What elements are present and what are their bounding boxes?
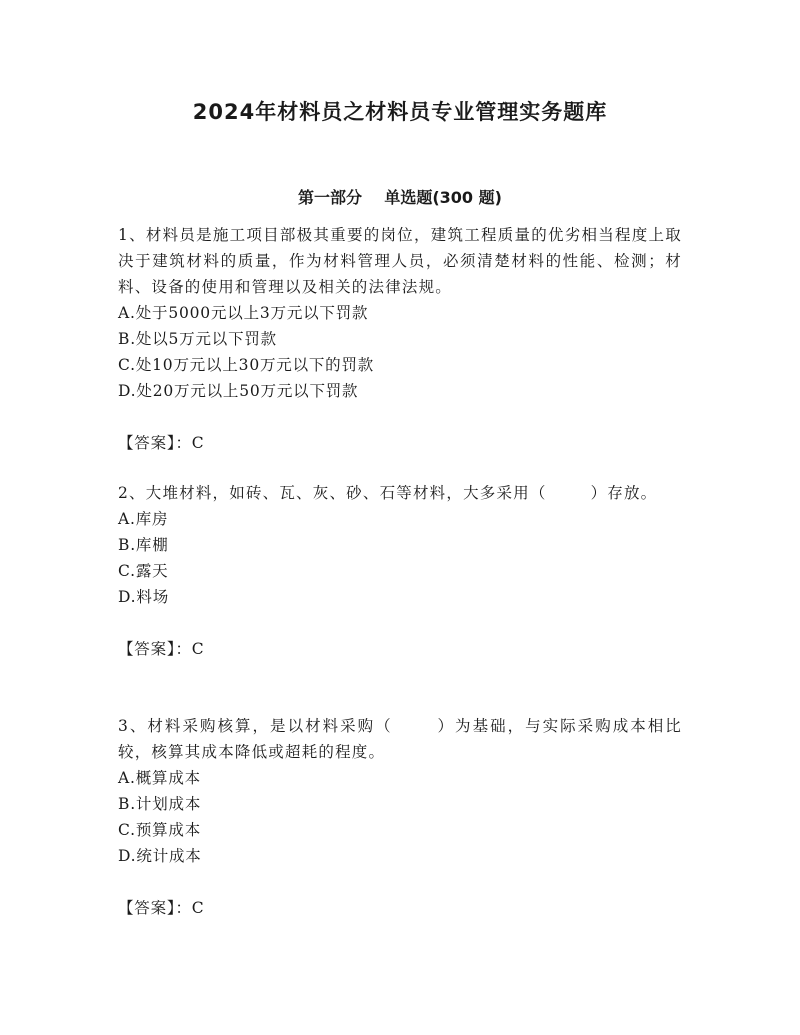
- stem-part-1: 2、大堆材料，如砖、瓦、灰、砂、石等材料，大多采用（: [118, 484, 547, 502]
- document-title: 2024年材料员之材料员专业管理实务题库: [192, 100, 608, 124]
- option-c: C.处10万元以上30万元以下的罚款: [118, 356, 375, 374]
- option-c: C.露天: [118, 562, 169, 580]
- question-2: [118, 480, 682, 662]
- section-title: 第一部分 单选题(300 题): [298, 188, 502, 207]
- option-d: D.处20万元以上50万元以下罚款: [118, 382, 359, 400]
- answer-line: 【答案】：C: [118, 434, 205, 452]
- answer-line: 【答案】：C: [118, 640, 205, 658]
- stem-part-1: 3、材料采购核算，是以材料采购（: [118, 717, 393, 735]
- option-d: D.统计成本: [118, 847, 202, 865]
- question-stem: [118, 480, 682, 506]
- option-c: C.预算成本: [118, 821, 202, 839]
- option-d: D.料场: [118, 588, 170, 606]
- stem-part-2: ）存放。: [590, 484, 658, 502]
- stem-part-2: ）为基础，与实际采购成本相比较，核算其成本降低或超耗的程度。: [118, 717, 682, 761]
- option-b: B.计划成本: [118, 795, 202, 813]
- question-stem: 1、材料员是施工项目部极其重要的岗位，建筑工程质量的优劣相当程度上取决于建筑材料的质量，作为材料管理人员，必须清楚材料的性能、检测；材料、设备的使用和管理以及相关的法律法规。: [118, 226, 682, 296]
- option-a: A.处于5000元以上3万元以下罚款: [118, 304, 369, 322]
- answer-line: 【答案】：C: [118, 899, 205, 917]
- option-b: B.库棚: [118, 536, 169, 554]
- option-b: B.处以5万元以下罚款: [118, 330, 277, 348]
- option-a: A.库房: [118, 510, 169, 528]
- option-a: A.概算成本: [118, 769, 201, 787]
- question-3: [118, 713, 682, 921]
- question-stem: [118, 713, 682, 765]
- question-1: [118, 222, 682, 456]
